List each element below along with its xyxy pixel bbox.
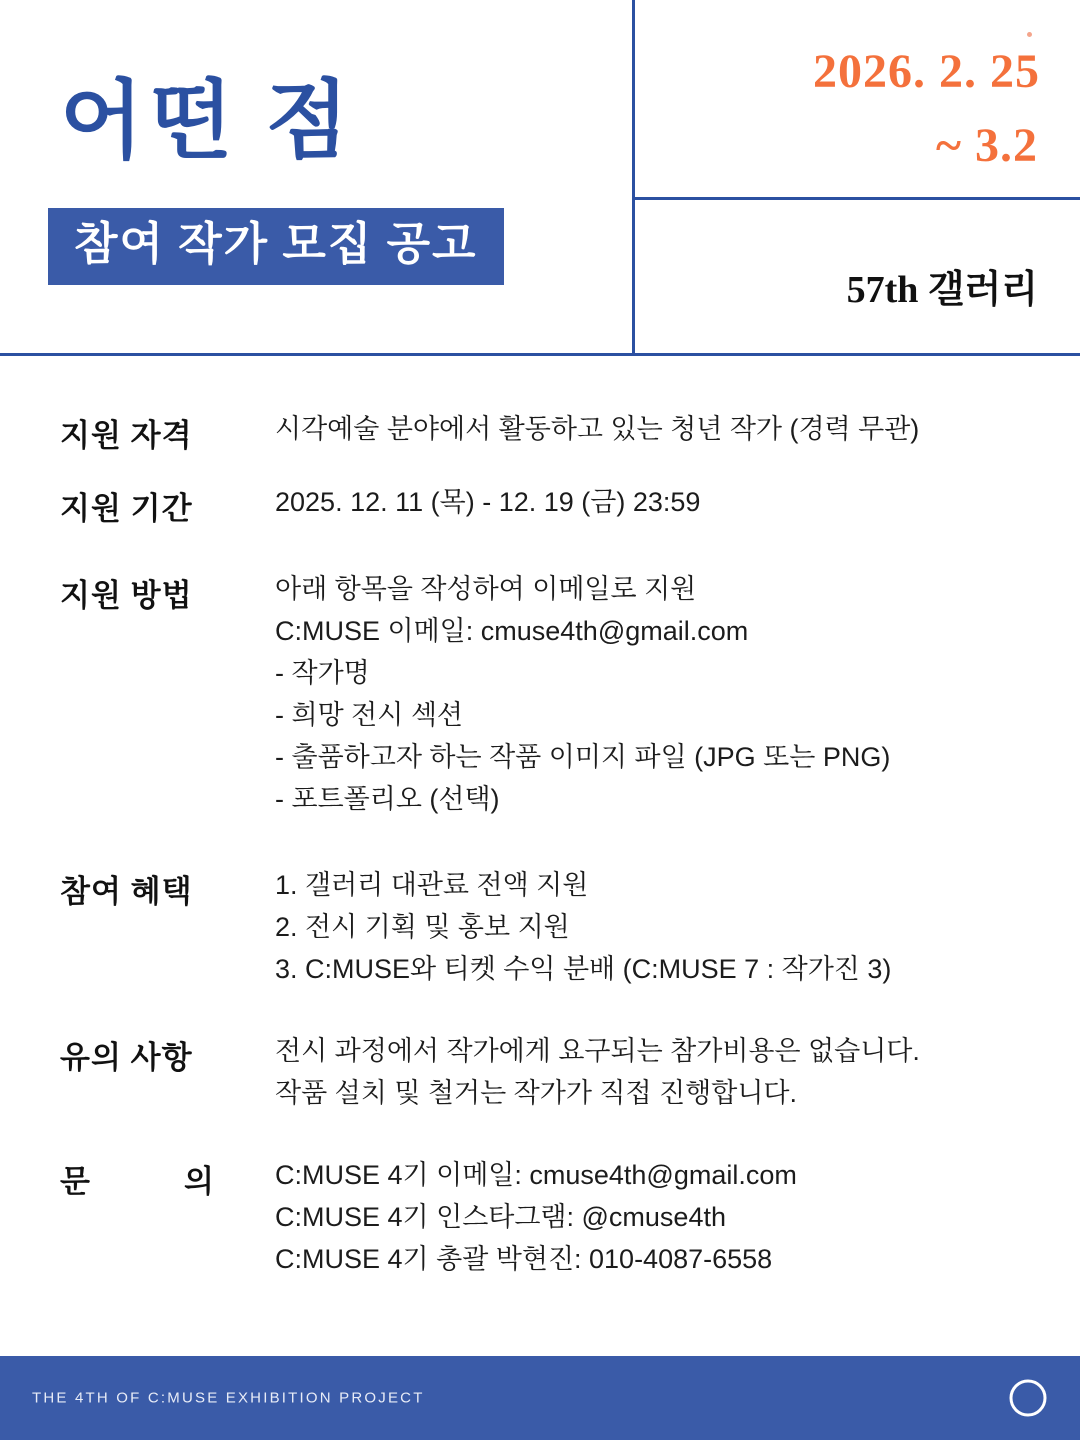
- info-line: 2025. 12. 11 (목) - 12. 19 (금) 23:59: [275, 487, 701, 517]
- info-row-how-to-apply: [60, 568, 1020, 820]
- header-right-block: [632, 0, 1080, 353]
- info-row-label: 참여 혜택: [60, 874, 193, 909]
- header-left-block: [0, 0, 632, 353]
- page-title: 어떤 점: [60, 73, 355, 169]
- info-row-contact: [60, 1154, 1020, 1280]
- info-line: 전시 과정에서 작가에게 요구되는 참가비용은 없습니다.: [275, 1036, 920, 1066]
- info-row-notice: [60, 1030, 1020, 1114]
- info-row-label: 지원 기간: [60, 491, 193, 526]
- info-row-label: 유의 사항: [60, 1040, 193, 1075]
- info-row-label-char-2: 의: [184, 1164, 215, 1199]
- info-line: 시각예술 분야에서 활동하고 있는 청년 작가 (경력 무관): [275, 414, 920, 444]
- info-line: C:MUSE 4기 인스타그램: @cmuse4th: [275, 1202, 726, 1232]
- exhibition-date-start: 2026. 2. 25: [813, 45, 1040, 98]
- info-row-value: [275, 1030, 1020, 1114]
- info-line: 작품 설치 및 철거는 작가가 직접 진행합니다.: [275, 1078, 797, 1108]
- subtitle-badge: 참여 작가 모집 공고: [48, 208, 504, 285]
- info-row-label: [60, 1154, 275, 1201]
- info-row-value: [275, 408, 1020, 450]
- info-row-value: [275, 864, 1020, 990]
- info-line: C:MUSE 이메일: cmuse4th@gmail.com: [275, 616, 749, 646]
- info-row-benefits: [60, 864, 1020, 990]
- info-row-value: [275, 568, 1020, 820]
- poster-footer: [0, 1356, 1080, 1440]
- info-line: - 작가명: [275, 658, 370, 688]
- info-line: C:MUSE 4기 총괄 박현진: 010-4087-6558: [275, 1244, 773, 1274]
- info-row-value: [275, 481, 1020, 523]
- info-line: C:MUSE 4기 이메일: cmuse4th@gmail.com: [275, 1160, 797, 1190]
- info-row-qualification: [60, 408, 1020, 455]
- cmuse-circle-logo-icon: [1006, 1376, 1050, 1420]
- footer-caption: THE 4TH OF C:MUSE EXHIBITION PROJECT: [32, 1389, 425, 1407]
- info-line: 3. C:MUSE와 티켓 수익 분배 (C:MUSE 7 : 작가진 3): [275, 954, 892, 984]
- info-row-label: 지원 방법: [60, 578, 193, 613]
- info-row-value: [275, 1154, 1020, 1280]
- dot-accent-icon: [1027, 32, 1032, 37]
- info-line: - 포트폴리오 (선택): [275, 784, 500, 814]
- info-row-label: 지원 자격: [60, 418, 193, 453]
- info-line: - 출품하고자 하는 작품 이미지 파일 (JPG 또는 PNG): [275, 742, 891, 772]
- info-line: - 희망 전시 섹션: [275, 700, 463, 730]
- poster-header: [0, 0, 1080, 356]
- exhibition-date-end: ~ 3.2: [936, 119, 1038, 172]
- info-row-label-char-1: 문: [60, 1164, 91, 1199]
- info-section: [0, 356, 1080, 1400]
- info-line: 1. 갤러리 대관료 전액 지원: [275, 870, 589, 900]
- info-line: 2. 전시 기획 및 홍보 지원: [275, 912, 570, 942]
- exhibition-date-box: [635, 0, 1080, 200]
- venue-name: 57th 갤러리: [846, 269, 1038, 311]
- info-row-period: [60, 481, 1020, 528]
- info-line: 아래 항목을 작성하여 이메일로 지원: [275, 574, 697, 604]
